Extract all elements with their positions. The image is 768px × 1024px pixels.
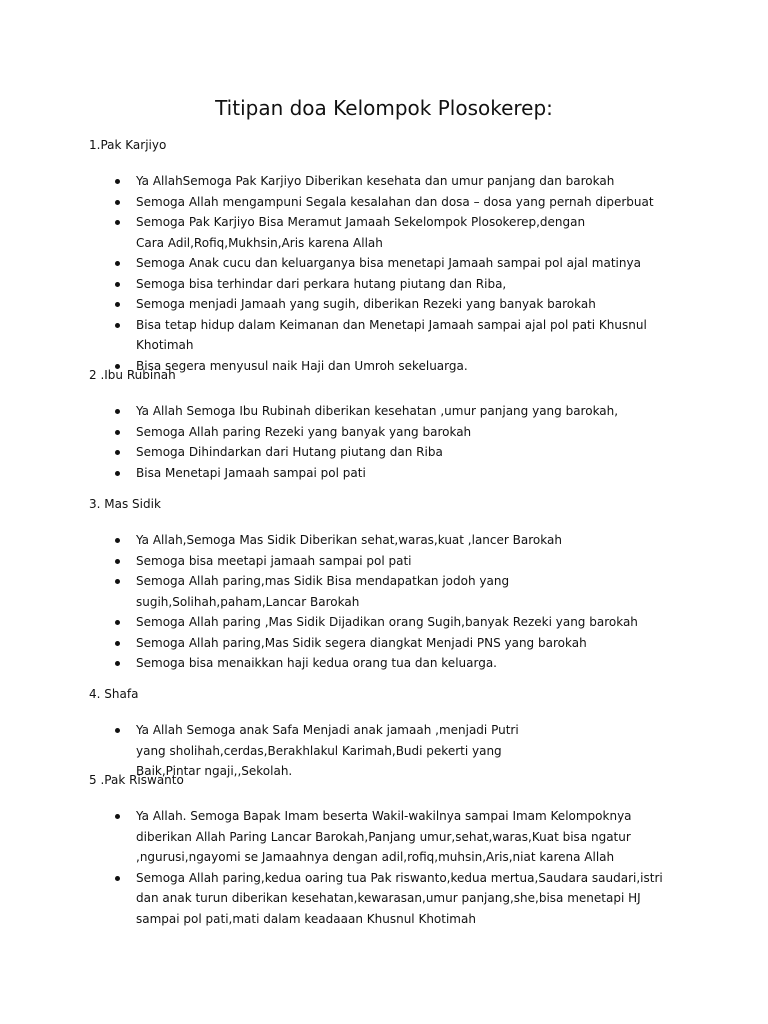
bullet-icon	[115, 302, 120, 307]
list-item: Semoga Allah paring ,Mas Sidik Dijadikan orang Sugih,banyak Rezeki yang barokah	[89, 612, 689, 633]
bullet-icon	[115, 579, 120, 584]
bullet-list	[89, 806, 689, 929]
list-item: Bisa tetap hidup dalam Keimanan dan Menetapi Jamaah sampai ajal pol pati Khusnul Khotimah	[89, 315, 689, 356]
list-item: Semoga menjadi Jamaah yang sugih, diberikan Rezeki yang banyak barokah	[89, 294, 689, 315]
list-item: Semoga Anak cucu dan keluarganya bisa menetapi Jamaah sampai pol ajal matinya	[89, 253, 689, 274]
list-item: Semoga bisa terhindar dari perkara hutang piutang dan Riba,	[89, 274, 689, 295]
bullet-icon	[115, 559, 120, 564]
list-item: Ya Allah,Semoga Mas Sidik Diberikan sehat,waras,kuat ,lancer Barokah	[89, 530, 689, 551]
bullet-list	[89, 530, 689, 674]
list-item: Bisa Menetapi Jamaah sampai pol pati	[89, 463, 689, 484]
list-item: Ya Allah Semoga Ibu Rubinah diberikan kesehatan ,umur panjang yang barokah,	[89, 401, 689, 422]
bullet-icon	[115, 876, 120, 881]
section-heading: 1.Pak Karjiyo	[89, 138, 167, 152]
bullet-list	[89, 401, 689, 483]
document-title: Titipan doa Kelompok Plosokerep:	[215, 96, 553, 120]
section-shafa	[89, 687, 689, 782]
list-item: Semoga Allah paring,kedua oaring tua Pak riswanto,kedua mertua,Saudara saudari,istri dan anak turun diberikan kesehatan,kewarasan,umur panjang,she,bisa menetapi HJ sampai pol pati,mati dalam keadaaan Khusnul Khotimah	[89, 868, 689, 930]
list-item: Semoga Allah paring,mas Sidik Bisa mendapatkan jodoh yang sugih,Solihah,paham,Lancar Barokah	[89, 571, 689, 612]
list-item: Semoga Pak Karjiyo Bisa Meramut Jamaah Sekelompok Plosokerep,dengan Cara Adil,Rofiq,Mukhsin,Aris karena Allah	[89, 212, 689, 253]
bullet-icon	[115, 430, 120, 435]
list-item: Ya Allah Semoga anak Safa Menjadi anak jamaah ,menjadi Putri yang sholihah,cerdas,Berakhlakul Karimah,Budi pekerti yang Baik,Pintar ngaji,,Sekolah.	[89, 720, 689, 782]
bullet-icon	[115, 220, 120, 225]
bullet-list	[89, 171, 689, 376]
bullet-icon	[115, 200, 120, 205]
section-pak-karjiyo	[89, 138, 689, 376]
bullet-icon	[115, 661, 120, 666]
section-heading: 3. Mas Sidik	[89, 497, 161, 511]
bullet-icon	[115, 641, 120, 646]
list-item: Bisa segera menyusul naik Haji dan Umroh sekeluarga.	[89, 356, 689, 377]
bullet-icon	[115, 409, 120, 414]
bullet-icon	[115, 728, 120, 733]
bullet-icon	[115, 261, 120, 266]
section-mas-sidik	[89, 497, 689, 674]
list-item: Semoga Allah paring,Mas Sidik segera diangkat Menjadi PNS yang barokah	[89, 633, 689, 654]
section-heading: 4. Shafa	[89, 687, 139, 701]
section-ibu-rubinah	[89, 368, 689, 483]
bullet-icon	[115, 814, 120, 819]
section-heading: 2 .Ibu Rubinah	[89, 368, 176, 382]
list-item: Ya AllahSemoga Pak Karjiyo Diberikan kesehata dan umur panjang dan barokah	[89, 171, 689, 192]
section-pak-riswanto	[89, 773, 689, 929]
bullet-icon	[115, 620, 120, 625]
list-item: Semoga Dihindarkan dari Hutang piutang dan Riba	[89, 442, 689, 463]
bullet-icon	[115, 450, 120, 455]
section-heading: 5 .Pak Riswanto	[89, 773, 184, 787]
list-item: Semoga Allah mengampuni Segala kesalahan dan dosa – dosa yang pernah diperbuat	[89, 192, 689, 213]
bullet-icon	[115, 538, 120, 543]
bullet-icon	[115, 179, 120, 184]
bullet-icon	[115, 471, 120, 476]
bullet-icon	[115, 323, 120, 328]
list-item: Semoga Allah paring Rezeki yang banyak yang barokah	[89, 422, 689, 443]
list-item: Semoga bisa menaikkan haji kedua orang tua dan keluarga.	[89, 653, 689, 674]
list-item: Semoga bisa meetapi jamaah sampai pol pati	[89, 551, 689, 572]
list-item: Ya Allah. Semoga Bapak Imam beserta Wakil-wakilnya sampai Imam Kelompoknya diberikan Allah Paring Lancar Barokah,Panjang umur,sehat,waras,Kuat bisa ngatur ,ngurusi,ngayomi se Jamaahnya dengan adil,rofiq,muhsin,Aris,niat karena Allah	[89, 806, 689, 868]
bullet-icon	[115, 282, 120, 287]
